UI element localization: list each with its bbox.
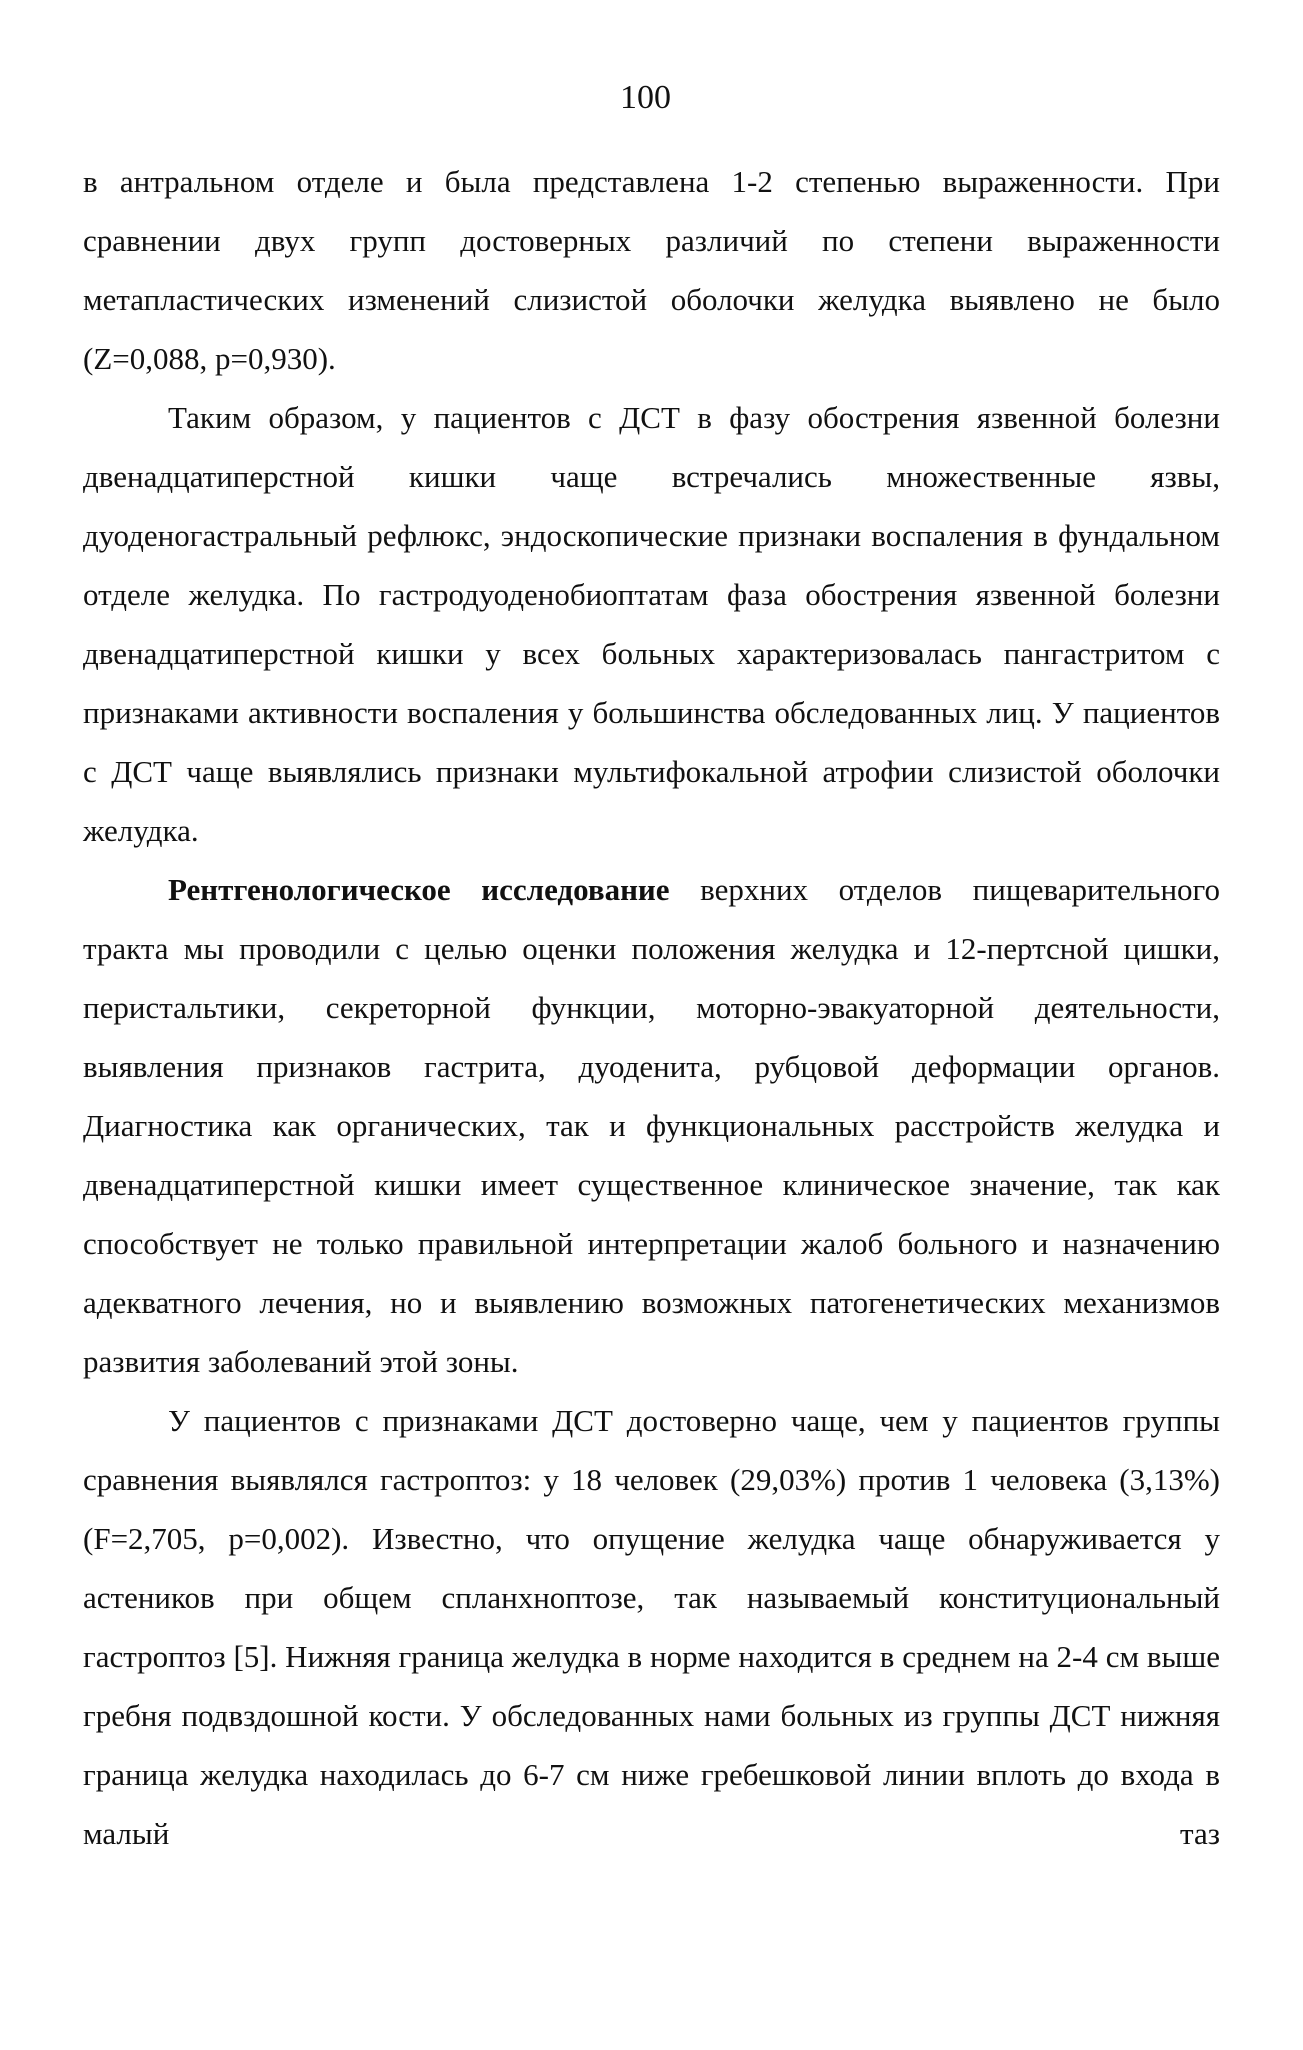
paragraph-summary: Таким образом, у пациентов с ДСТ в фазу обострения язвенной болезни двенадцатиперстной кишки чаще встречались множественные язвы, дуоденогастральный рефлюкс, эндоскопические признаки воспаления в фундальном отделе желудка. По гастродуоденобиоптатам фаза обострения язвенной болезни двенадцатиперстной кишки у всех больных характеризовалась пангастритом с признаками активности воспаления у большинства обследованных лиц. У пациентов с ДСТ чаще выявлялись признаки мультифокальной атрофии слизистой оболочки желудка.	[83, 400, 1220, 848]
paragraph-xray	[83, 860, 1220, 1391]
paragraph-metaplasia: в антральном отделе и была представлена 1-2 степенью выраженности. При сравнении двух групп достоверных различий по степени выраженности метапластических изменений слизистой оболочки желудка выявлено не было (Z=0,088, p=0,930).	[83, 164, 1220, 376]
page-number: 100	[620, 79, 671, 116]
paragraph-gastroptosis: У пациентов с признаками ДСТ достоверно чаще, чем у пациентов группы сравнения выявлялся гастроптоз: у 18 человек (29,03%) против 1 человека (3,13%) (F=2,705, p=0,002). Известно, что опущение желудка чаще обнаруживается у астеников при общем спланхноптозе, так называемый конституциональный гастроптоз [5]. Нижняя граница желудка в норме находится в среднем на 2-4 см выше гребня подвздошной кости. У обследованных нами больных из группы ДСТ нижняя граница желудка находилась до 6-7 см ниже гребешковой линии вплоть до входа в малый таз	[83, 1403, 1220, 1851]
body-text	[83, 152, 1220, 1863]
section-heading-xray: Рентгенологическое исследование	[168, 872, 670, 907]
paragraph-xray-text: верхних отделов пищеварительного тракта мы проводили с целью оценки положения желудка и 12-пертсной цишки, перистальтики, секреторной функции, моторно-эвакуаторной деятельности, выявления признаков гастрита, дуоденита, рубцовой деформации органов. Диагностика как органических, так и функциональных расстройств желудка и двенадцатиперстной кишки имеет существенное клиническое значение, так как способствует не только правильной интерпретации жалоб больного и назначению адекватного лечения, но и выявлению возможных патогенетических механизмов развития заболеваний этой зоны.	[83, 872, 1220, 1379]
